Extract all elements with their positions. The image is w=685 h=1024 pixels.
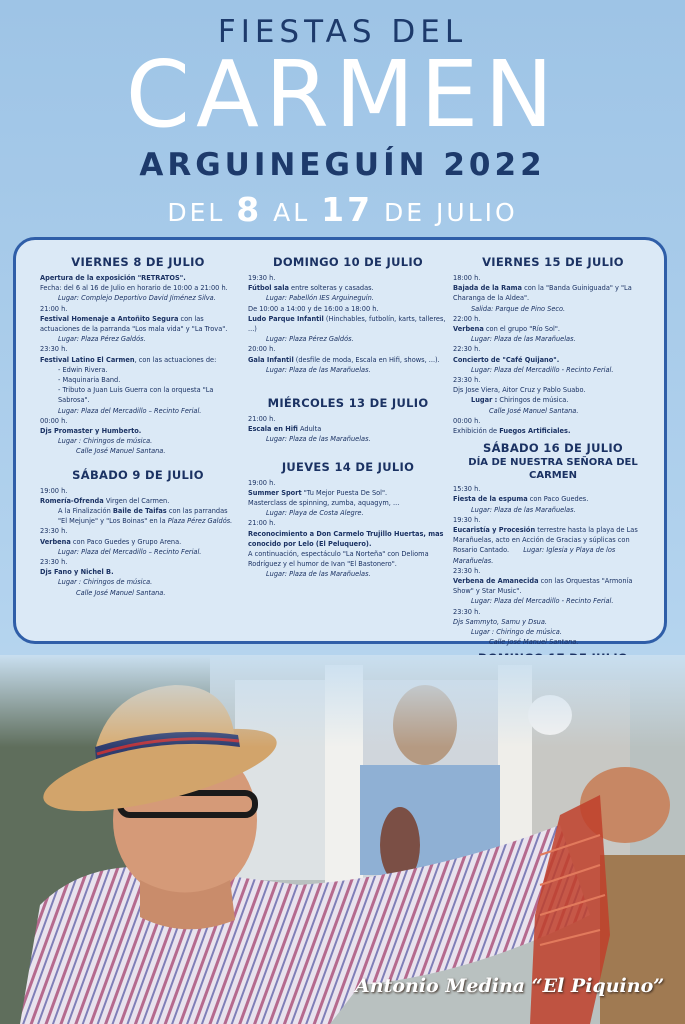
event-bullet: - Maquinaria Band. — [58, 376, 121, 385]
event-title: Gala Infantil — [248, 355, 294, 364]
event-detail: con las Orquestas "Armonía Show" y Star Music". — [453, 577, 633, 596]
event-text — [248, 424, 448, 434]
event-title: Concierto de "Café Quijano". — [453, 355, 560, 364]
day-heading: JUEVES 14 DE JULIO — [281, 459, 415, 474]
event-time: 00:00 h. — [40, 416, 68, 425]
event-detail: terrestre hasta la playa de Las Marañuelas, acto en Acción de Gracias y súplicas con Rosario Cantado. — [453, 526, 638, 555]
event-title: Verbena — [453, 325, 484, 334]
program-column-2 — [248, 254, 448, 580]
event-place: Lugar: Plaza de las Marañuelas. — [266, 435, 371, 444]
event-title: Baile de Taifas — [112, 507, 167, 516]
event-place: Lugar: Plaza de las Marañuelas. — [471, 335, 576, 344]
event-title: Fiesta de la espuma — [453, 495, 528, 504]
event-title: Apertura de la exposición "RETRATOS". — [40, 274, 186, 282]
dates-part: DEL — [167, 198, 237, 227]
event-place: Lugar : Chiringos de música. — [58, 437, 153, 446]
program-panel — [13, 237, 667, 647]
event-time: 21:00 h. — [248, 519, 276, 528]
event-place: Calle José Manuel Santana. — [489, 406, 579, 415]
portrait-illustration — [0, 655, 685, 1024]
event-title: Eucaristía y Procesión — [453, 526, 536, 535]
event-place: Calle José Manuel Santana. — [76, 447, 166, 456]
event-place: Lugar: Plaza del Mercadillo - Recinto Ferial. — [471, 597, 614, 606]
event-detail: Exhibición de — [453, 427, 500, 436]
event-time: De 10:00 a 14:00 y de 16:00 a 18:00 h. — [248, 304, 379, 313]
event-place: Lugar: Complejo Deportivo David Jiménez Silva. — [58, 294, 216, 303]
event-detail: Virgen del Carmen. — [103, 496, 170, 505]
event-text — [248, 488, 448, 498]
event-title: Bajada de la Rama — [453, 284, 522, 293]
event-place: Lugar: Playa de Costa Alegre. — [266, 509, 364, 518]
dates-start-day: 8 — [236, 190, 263, 229]
event-text: Djs Sammyto, Samu y Dsua. — [453, 617, 547, 626]
event-time: 23:30 h. — [453, 566, 481, 575]
event-detail: con Paco Guedes y Grupo Arena. — [70, 537, 182, 546]
event-title: Festival Homenaje a Antoñito Segura — [40, 314, 179, 323]
event-detail: con las parrandas "El Mejunje" y "Los Boinas" en la — [58, 507, 228, 526]
event-time: 22:00 h. — [453, 314, 481, 323]
event-text — [248, 283, 448, 293]
event-time: 23:30 h. — [40, 527, 68, 536]
dates-part: AL — [262, 198, 322, 227]
event-detail: con el grupo "Río Sol". — [483, 325, 560, 334]
event-detail: con las actuaciones de la parranda "Los mala vida" y "La Trova". — [40, 314, 228, 334]
event-bullet: - Tributo a Juan Luis Guerra con la orquesta "La Sabrosa". — [58, 386, 214, 405]
event-time: 23:30 h. — [40, 345, 68, 354]
event-detail: Adulta — [297, 425, 322, 434]
event-place: Lugar: Plaza del Mercadillo – Recinto Ferial. — [58, 406, 202, 415]
event-place: Lugar : Chiringo de música. — [471, 628, 562, 637]
title-location-year: ARGUINEGUÍN 2022 — [139, 147, 546, 183]
event-title: Verbena — [40, 537, 71, 546]
event-place: Calle José Manuel Santana. — [76, 588, 166, 597]
event-title: Verbena de Amanecida — [453, 577, 539, 586]
event-title: Reconocimiento a Don Carmelo Trujillo Huertas, mas conocido por Lelo (El Peluquero). — [248, 529, 444, 548]
event-place: Lugar: Plaza del Mercadillo – Recinto Ferial. — [58, 547, 202, 556]
event-title: Romería-Ofrenda — [40, 496, 104, 505]
event-text — [453, 324, 653, 334]
event-text — [40, 355, 236, 365]
event-place: Lugar: Plaza de las Marañuelas. — [266, 570, 371, 579]
event-title: Escala en Hifi — [248, 425, 298, 434]
event-text — [40, 537, 236, 547]
event-text — [453, 426, 653, 436]
event-text — [453, 525, 653, 566]
day-heading: SÁBADO 9 DE JULIO — [72, 467, 204, 482]
event-place: Lugar: Pabellón IES Arguineguín. — [266, 294, 374, 303]
event-title: Djs Fano y Nichel B. — [40, 568, 114, 577]
event-place: Calle José Manuel Santana. — [489, 638, 579, 647]
portrait-photo — [0, 655, 685, 1024]
dates-end-day: 17 — [321, 190, 374, 229]
event-detail: , con las actuaciones de: — [134, 355, 217, 364]
event-place-label: Lugar : — [471, 396, 498, 405]
event-title: Fuegos Artificiales. — [499, 427, 571, 436]
event-text — [40, 496, 236, 506]
event-place: Lugar: Plaza del Mercadillo - Recinto Ferial. — [471, 365, 614, 374]
event-place: Lugar: Iglesia y Playa de los Marañuelas. — [453, 546, 616, 565]
event-text — [40, 506, 236, 526]
event-detail: "Tu Mejor Puesta De Sol". — [301, 488, 388, 497]
event-time: 18:00 h. — [453, 274, 481, 282]
event-text — [40, 314, 236, 334]
event-time: 19:00 h. — [248, 478, 276, 487]
event-time: 22:30 h. — [453, 345, 481, 354]
event-time: 15:30 h. — [453, 485, 481, 494]
event-text: Djs Jose Viera, Aitor Cruz y Pablo Suabo. — [453, 386, 586, 395]
event-detail: (Hinchables, futbolín, karts, talleres, ...) — [248, 314, 446, 334]
event-place: Lugar: Plaza de las Marañuelas. — [471, 505, 576, 514]
event-detail: A la Finalización — [58, 507, 113, 516]
title-fiestas-del: FIESTAS DEL — [217, 14, 468, 50]
event-detail: con la "Banda Guiniguada" y "La Charanga de la Aldea". — [453, 284, 632, 303]
event-text — [248, 355, 448, 365]
event-text: Fecha: del 6 al 16 de Julio en horario de 10:00 a 21:00 h. — [40, 284, 228, 293]
event-title: Djs Promaster y Humberto. — [40, 427, 142, 436]
event-text — [453, 494, 653, 504]
program-column-1 — [40, 254, 236, 598]
event-time: 19:30 h. — [453, 515, 481, 524]
event-bullet: - Edwin Rivera. — [58, 365, 108, 374]
event-title: Festival Latino El Carmen — [40, 355, 135, 364]
event-detail: Chiringos de música. — [497, 396, 569, 405]
event-time: 19:30 h. — [248, 274, 276, 282]
event-text — [248, 314, 448, 334]
day-subheading: DÍA DE NUESTRA SEÑORA DEL CARMEN — [468, 457, 638, 482]
event-time: 21:00 h. — [248, 415, 276, 424]
event-place: Lugar: Plaza Pérez Galdós. — [266, 335, 354, 344]
day-heading: VIERNES 15 DE JULIO — [482, 255, 624, 269]
event-title: Ludo Parque Infantil — [248, 314, 324, 323]
event-time: 19:00 h. — [40, 486, 68, 495]
event-time: 21:00 h. — [40, 304, 68, 313]
program-column-3 — [453, 254, 653, 699]
event-detail: entre solteras y casadas. — [288, 284, 374, 293]
day-heading: SÁBADO 16 DE JULIO — [483, 441, 623, 456]
event-text — [453, 576, 653, 596]
title-dates — [0, 190, 685, 229]
event-detail: con Paco Guedes. — [527, 495, 589, 504]
event-place — [453, 395, 653, 405]
day-heading: MIÉRCOLES 13 DE JULIO — [267, 396, 429, 411]
event-text: Masterclass de spinning, zumba, aquagym, ... — [248, 499, 400, 508]
day-heading: DOMINGO 10 DE JULIO — [272, 255, 423, 269]
event-place: Plaza Pérez Galdós. — [167, 517, 233, 526]
event-place: Lugar: Plaza Pérez Galdós. — [58, 335, 146, 344]
event-time: 00:00 h. — [453, 416, 481, 425]
event-place: Lugar : Chiringos de música. — [58, 578, 153, 587]
event-text — [453, 283, 653, 303]
event-text: A continuación, espectáculo "La Norteña" con Delioma Rodríguez y el humor de Ivan "El Bastonero". — [248, 550, 429, 569]
event-time: 23:30 h. — [40, 558, 68, 567]
title-carmen: CARMEN — [125, 41, 560, 148]
event-place: Lugar: Plaza de las Marañuelas. — [266, 365, 371, 374]
photo-caption: Antonio Medina “El Piquino” — [355, 975, 665, 997]
event-place: Salida: Parque de Pino Seco. — [471, 304, 566, 313]
event-title: Fútbol sala — [248, 284, 289, 293]
event-time: 23:30 h. — [453, 607, 481, 616]
event-time: 20:00 h. — [248, 345, 276, 354]
event-detail: (desfile de moda, Escala en Hifi, shows, ...). — [293, 355, 440, 364]
day-heading: VIERNES 8 DE JULIO — [71, 255, 205, 269]
event-time: 23:30 h. — [453, 376, 481, 385]
event-title: Summer Sport — [248, 488, 302, 497]
dates-part: DE JULIO — [373, 198, 518, 227]
